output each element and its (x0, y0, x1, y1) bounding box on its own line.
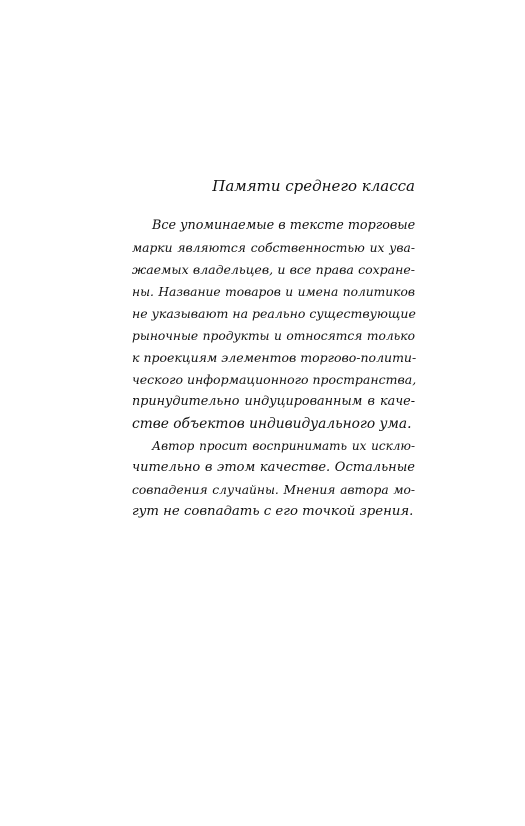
text-line: стве объектов индивидуального ума. (132, 416, 412, 432)
text-line: марки являются собственностью их ува- (132, 241, 415, 255)
text-line: чительно в этом качестве. Остальные (132, 460, 415, 475)
text-line: гут не совпадать с его точкой зрения. (132, 504, 414, 519)
text-line: к проекциям элементов торгово-полити- (132, 350, 417, 365)
disclaimer-text (132, 215, 415, 523)
dedication: Памяти среднего класса (212, 177, 415, 195)
text-line: не указывают на реально существующие (132, 306, 416, 321)
text-line: Все упоминаемые в тексте торговые (152, 218, 416, 233)
text-line: Автор просит воспринимать их исклю- (152, 439, 415, 453)
text-line: рыночные продукты и относятся только (132, 329, 415, 343)
text-line: ческого информационного пространства, (132, 372, 417, 387)
text-line: ны. Название товаров и имена политиков (132, 285, 415, 299)
text-line: жаемых владельцев, и все права сохране- (132, 262, 415, 277)
text-line: принудительно индуцированным в каче- (132, 394, 415, 409)
text-line: совпадения случайны. Мнения автора мо- (132, 483, 415, 497)
